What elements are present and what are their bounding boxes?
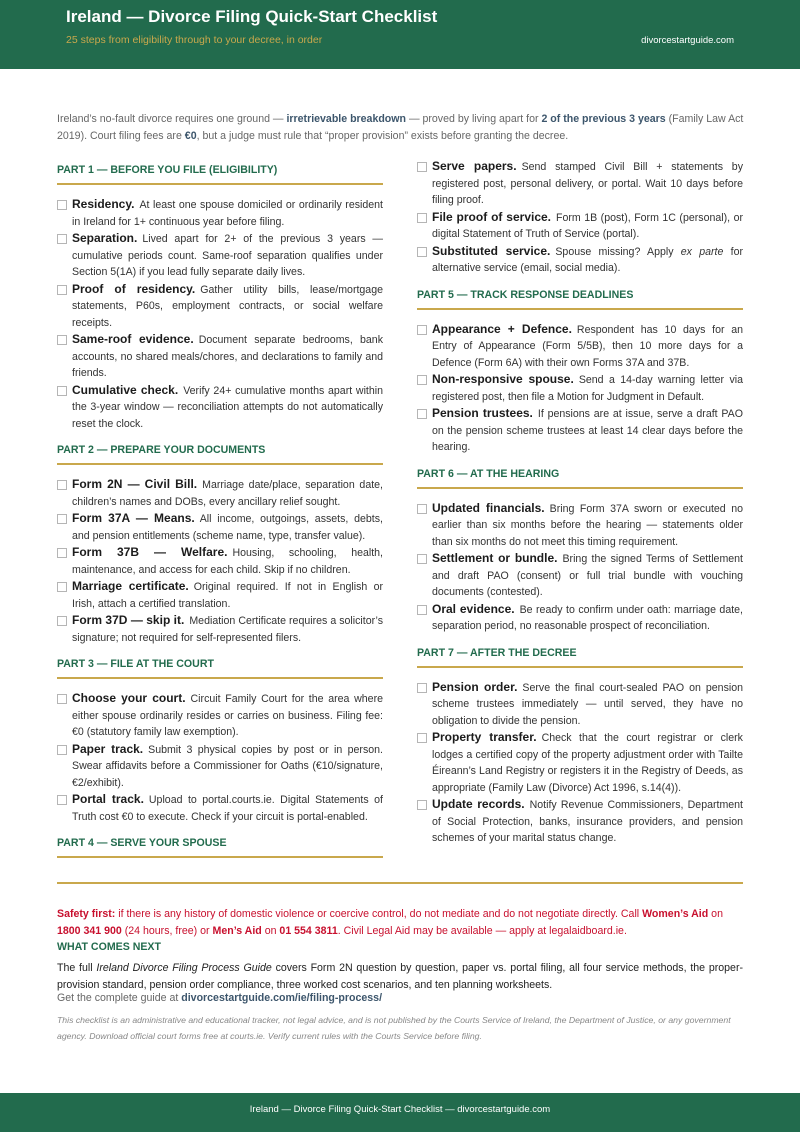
- checkbox[interactable]: [57, 480, 67, 490]
- checkbox[interactable]: [57, 745, 67, 755]
- checkbox[interactable]: [417, 247, 427, 257]
- checkbox[interactable]: [57, 616, 67, 626]
- checkbox[interactable]: [57, 386, 67, 396]
- what-comes-next-text: The full Ireland Divorce Filing Process Guide covers Form 2N question by question, paper vs. portal filing, all four service methods, the proper-provision standard, pension order compliance, three worked cost scenarios, and ten planning worksheets.: [57, 962, 743, 991]
- checklist-item-form-37a[interactable]: Form 37A — Means. All income, outgoings, assets, debts, and pension entitlements (scheme name, type, transfer value).: [57, 510, 383, 544]
- checklist-item-substituted-service[interactable]: Substituted service. Spouse missing? Apply ex parte for alternative service (email, social media).: [417, 243, 743, 277]
- checklist-item-updated-financials[interactable]: Updated financials. Bring Form 37A sworn or executed no earlier than six months before the hearing — statements older than six months do not meet this timing requirement.: [417, 500, 743, 551]
- checklist-item-marriage-certificate[interactable]: Marriage certificate. Original required. If not in English or Irish, attach a certified translation.: [57, 578, 383, 612]
- checkbox[interactable]: [57, 582, 67, 592]
- safety-notice: Safety first: if there is any history of domestic violence or coercive control, do not mediate and do not negotiate directly. Call Women’s Aid on 1800 341 900 (24 hours, free) or Men’s Aid on 01 554 3811. Civil Legal Aid may be available — apply at legalaidboard.ie.: [57, 908, 723, 937]
- checkbox[interactable]: [417, 325, 427, 335]
- checkbox[interactable]: [57, 795, 67, 805]
- checkbox[interactable]: [417, 162, 427, 172]
- checkbox[interactable]: [57, 285, 67, 295]
- checklist-item-property-transfer[interactable]: Property transfer. Check that the court registrar or clerk lodges a certified copy of the property adjustment order with Tailte Éireann’s Land Registry or registers it in the Registry of Deeds, as appropriate (Family Law (Divorce) Act 1996, s.14(4)).: [417, 729, 743, 796]
- part-1-heading: PART 1 — BEFORE YOU FILE (ELIGIBILITY): [57, 158, 383, 185]
- part-7-heading: PART 7 — AFTER THE DECREE: [417, 641, 743, 668]
- part-3-heading: PART 3 — FILE AT THE COURT: [57, 652, 383, 679]
- checklist-item-pension-order[interactable]: Pension order. Serve the final court-sealed PAO on pension scheme trustees immediately — until served, they have no obligation to divide the pension.: [417, 679, 743, 730]
- footer-text: Ireland — Divorce Filing Quick-Start Checklist — divorcestartguide.com: [249, 1104, 551, 1115]
- right-column: [417, 158, 743, 847]
- site-name: divorcestartguide.com: [641, 35, 734, 46]
- guide-link-line: Get the complete guide at divorcestartguide.com/ie/filing-process/: [57, 992, 383, 1004]
- part-2-heading: PART 2 — PREPARE YOUR DOCUMENTS: [57, 438, 383, 465]
- page-title: Ireland — Divorce Filing Quick-Start Checklist: [66, 7, 438, 26]
- checklist-item-cumulative-check[interactable]: Cumulative check. Verify 24+ cumulative months apart within the 3-year window — reconciliation attempts do not automatically reset the clock.: [57, 382, 383, 433]
- checkbox[interactable]: [417, 554, 427, 564]
- checklist-item-proof-of-residency[interactable]: Proof of residency. Gather utility bills, lease/mortgage statements, P60s, employment contracts, or social welfare receipts.: [57, 281, 383, 332]
- checklist-item-form-37b[interactable]: Form 37B — Welfare. Housing, schooling, health, maintenance, and access for each child. Skip if no children.: [57, 544, 383, 578]
- page-footer: [0, 1093, 800, 1132]
- part-5-heading: PART 5 — TRACK RESPONSE DEADLINES: [417, 283, 743, 310]
- page-header: [0, 0, 800, 69]
- checklist-item-oral-evidence[interactable]: Oral evidence. Be ready to confirm under oath: marriage date, separation period, no reasonable prospect of reconciliation.: [417, 601, 743, 635]
- left-column: [57, 158, 383, 869]
- checkbox[interactable]: [417, 409, 427, 419]
- checkbox[interactable]: [417, 213, 427, 223]
- checkbox[interactable]: [417, 504, 427, 514]
- checkbox[interactable]: [57, 335, 67, 345]
- checkbox[interactable]: [57, 694, 67, 704]
- checkbox[interactable]: [417, 800, 427, 810]
- disclaimer: This checklist is an administrative and educational tracker, not legal advice, and is not published by the Courts Service of Ireland, the Department of Justice, or any government agency. Download official court forms free at courts.ie. Verify current rules with the Courts Service before filing.: [57, 1015, 731, 1041]
- checklist-item-form-37d[interactable]: Form 37D — skip it. Mediation Certificate requires a solicitor’s signature; not required for self-represented filers.: [57, 612, 383, 646]
- checkbox[interactable]: [417, 605, 427, 615]
- page-subtitle: 25 steps from eligibility through to your decree, in order: [66, 34, 323, 46]
- checklist-item-settlement-or-bundle[interactable]: Settlement or bundle. Bring the signed Terms of Settlement and draft PAO (consent) or full trial bundle with vouching documents (contested).: [417, 550, 743, 601]
- what-comes-next-heading: WHAT COMES NEXT: [57, 941, 161, 953]
- checkbox[interactable]: [57, 200, 67, 210]
- checklist-item-appearance-defence[interactable]: Appearance + Defence. Respondent has 10 days for an Entry of Appearance (Form 5/5B), then 10 more days for a Defence (Form 6A) with their own Forms 37A and 37B.: [417, 321, 743, 372]
- checklist-item-portal-track[interactable]: Portal track. Upload to portal.courts.ie. Digital Statements of Truth cost €0 to execute. Check if your circuit is portal-enabled.: [57, 791, 383, 825]
- checklist-item-choose-court[interactable]: Choose your court. Circuit Family Court for the area where either spouse ordinarily resides or carries on business. Filing fee: €0 (statutory family law exemption).: [57, 690, 383, 741]
- guide-link[interactable]: divorcestartguide.com/ie/filing-process/: [181, 992, 383, 1004]
- checklist-item-separation[interactable]: Separation. Lived apart for 2+ of the previous 3 years — cumulative periods count. Same-roof separation qualifies under Section 5(1A) if you lead fully separate daily lives.: [57, 230, 383, 281]
- part-4-heading: PART 4 — SERVE YOUR SPOUSE: [57, 831, 383, 858]
- checklist-item-same-roof-evidence[interactable]: Same-roof evidence. Document separate bedrooms, bank accounts, no shared meals/chores, and declarations to family and friends.: [57, 331, 383, 382]
- checklist-item-form-2n[interactable]: Form 2N — Civil Bill. Marriage date/place, separation date, children’s names and DOBs, every ancillary relief sought.: [57, 476, 383, 510]
- section-divider: [57, 882, 743, 884]
- checkbox[interactable]: [417, 733, 427, 743]
- checklist-item-non-responsive-spouse[interactable]: Non-responsive spouse. Send a 14-day warning letter via registered post, then file a Motion for Judgment in Default.: [417, 371, 743, 405]
- checklist-item-residency[interactable]: Residency. At least one spouse domiciled or ordinarily resident in Ireland for 1+ continuous year before filing.: [57, 196, 383, 230]
- checklist-item-serve-papers[interactable]: Serve papers. Send stamped Civil Bill + statements by registered post, personal delivery, or portal. Wait 10 days before filing proof.: [417, 158, 743, 209]
- checkbox[interactable]: [417, 375, 427, 385]
- intro-paragraph: Ireland’s no-fault divorce requires one ground — irretrievable breakdown — proved by living apart for 2 of the previous 3 years (Family Law Act 2019). Court filing fees are €0, but a judge must rule that “proper provision” exists before granting the decree.: [57, 113, 744, 142]
- checklist-item-pension-trustees[interactable]: Pension trustees. If pensions are at issue, serve a draft PAO on the pension scheme trustees at least 14 clear days before the hearing.: [417, 405, 743, 456]
- checklist-item-file-proof-of-service[interactable]: File proof of service. Form 1B (post), Form 1C (personal), or digital Statement of Truth of Service (portal).: [417, 209, 743, 243]
- checkbox[interactable]: [417, 683, 427, 693]
- checkbox[interactable]: [57, 234, 67, 244]
- checklist-item-paper-track[interactable]: Paper track. Submit 3 physical copies by post or in person. Swear affidavits before a Commissioner for Oaths (€10/signature, €2/exhibit).: [57, 741, 383, 792]
- part-6-heading: PART 6 — AT THE HEARING: [417, 462, 743, 489]
- checkbox[interactable]: [57, 548, 67, 558]
- checklist-item-update-records[interactable]: Update records. Notify Revenue Commissioners, Department of Social Protection, banks, insurance providers, and pension schemes of your marital status change.: [417, 796, 743, 847]
- checkbox[interactable]: [57, 514, 67, 524]
